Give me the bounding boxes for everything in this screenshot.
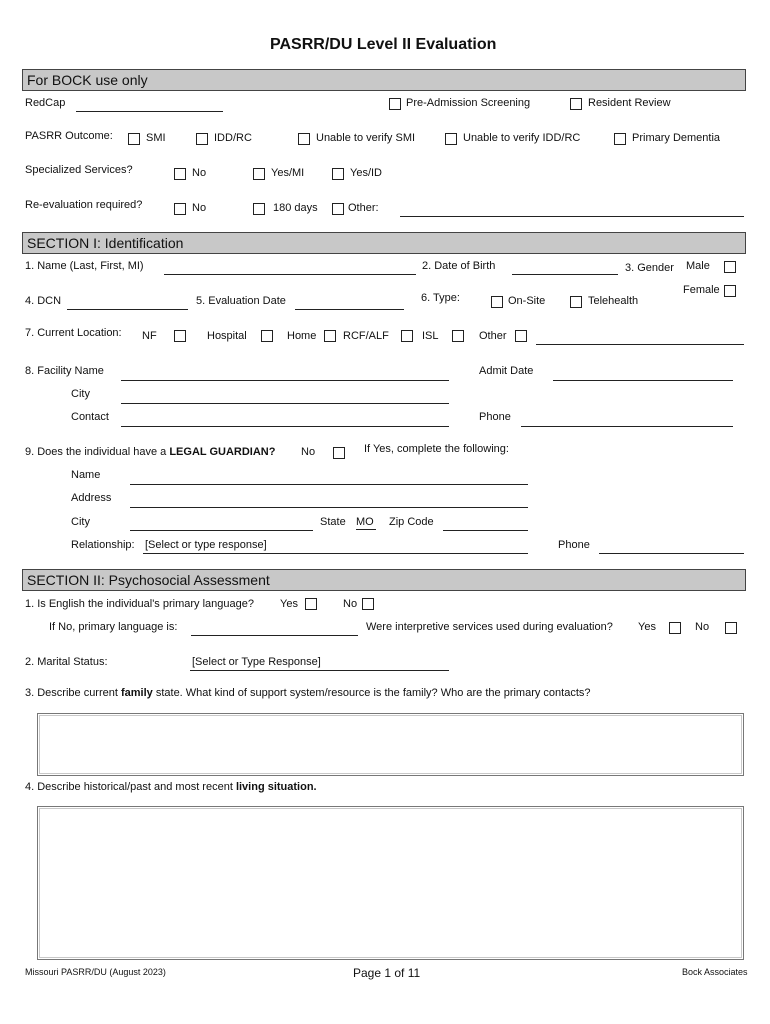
interpretive-yes-label: Yes — [638, 621, 656, 633]
facility-name-field[interactable] — [121, 380, 449, 381]
current-location-label: 7. Current Location: — [25, 327, 122, 339]
family-question: 3. Describe current family state. What kind of support system/resource is the family? Who are the primary contacts? — [25, 687, 591, 699]
marital-status-label: 2. Marital Status: — [25, 656, 108, 668]
guardian-address-field[interactable] — [130, 507, 528, 508]
hospital-checkbox[interactable] — [261, 330, 273, 342]
guardian-address-label: Address — [71, 492, 112, 504]
outcome-dementia-label: Primary Dementia — [632, 132, 721, 144]
pre-admission-checkbox[interactable] — [389, 98, 401, 110]
living-situation-response-box[interactable] — [37, 806, 744, 960]
nf-checkbox[interactable] — [174, 330, 186, 342]
guardian-relationship-label: Relationship: — [71, 539, 135, 551]
outcome-dementia-checkbox[interactable] — [614, 133, 626, 145]
guardian-relationship-select[interactable]: [Select or type response] — [145, 539, 267, 551]
living-situation-question: 4. Describe historical/past and most recent living situation. — [25, 781, 317, 793]
facility-phone-field[interactable] — [521, 426, 733, 427]
primary-language-label: If No, primary language is: — [49, 621, 178, 633]
male-label: Male — [686, 260, 710, 272]
family-response-box[interactable] — [37, 713, 744, 776]
english-no-label: No — [343, 598, 358, 610]
reeval-180-checkbox[interactable] — [253, 203, 265, 215]
reeval-other-label: Other: — [348, 202, 379, 214]
section1-header: SECTION I: Identification — [22, 232, 746, 254]
reeval-180-label: 180 days — [273, 202, 318, 214]
outcome-unable-idd-checkbox[interactable] — [445, 133, 457, 145]
facility-contact-field[interactable] — [121, 426, 449, 427]
guardian-zip-label: Zip Code — [389, 516, 434, 528]
marital-status-underline — [190, 670, 449, 671]
pasrr-outcome-label: PASRR Outcome: — [25, 130, 113, 142]
facility-phone-label: Phone — [479, 411, 511, 423]
gender-label: 3. Gender — [625, 262, 674, 274]
specialized-yes-id-label: Yes/ID — [350, 167, 383, 179]
rcf-alf-checkbox[interactable] — [401, 330, 413, 342]
admit-date-field[interactable] — [553, 380, 733, 381]
outcome-smi-checkbox[interactable] — [128, 133, 140, 145]
english-yes-label: Yes — [280, 598, 298, 610]
bock-section-header: For BOCK use only — [22, 69, 746, 91]
location-other-field[interactable] — [536, 344, 744, 345]
guardian-zip-field[interactable] — [443, 530, 528, 531]
hospital-label: Hospital — [207, 330, 247, 342]
specialized-yes-mi-label: Yes/MI — [271, 167, 305, 179]
facility-city-label: City — [71, 388, 90, 400]
telehealth-checkbox[interactable] — [570, 296, 582, 308]
guardian-no-label: No — [301, 446, 316, 458]
name-label: 1. Name (Last, First, MI) — [25, 260, 144, 272]
specialized-yes-mi-checkbox[interactable] — [253, 168, 265, 180]
specialized-services-label: Specialized Services? — [25, 164, 133, 176]
interpretive-question: Were interpretive services used during evaluation? — [366, 621, 613, 633]
eval-date-label: 5. Evaluation Date — [196, 295, 286, 307]
facility-contact-label: Contact — [71, 411, 109, 423]
section2-header: SECTION II: Psychosocial Assessment — [22, 569, 746, 591]
guardian-if-yes-label: If Yes, complete the following: — [364, 443, 509, 455]
isl-label: ISL — [422, 330, 439, 342]
pre-admission-label: Pre-Admission Screening — [406, 97, 531, 109]
guardian-phone-field[interactable] — [599, 553, 744, 554]
outcome-smi-label: SMI — [146, 132, 166, 144]
dcn-label: 4. DCN — [25, 295, 62, 307]
guardian-question: 9. Does the individual have a LEGAL GUARDIAN? — [25, 446, 276, 458]
guardian-relationship-underline — [143, 553, 528, 554]
outcome-unable-idd-label: Unable to verify IDD/RC — [463, 132, 581, 144]
specialized-no-label: No — [192, 167, 207, 179]
guardian-city-field[interactable] — [130, 530, 313, 531]
footer-page-number: Page 1 of 11 — [353, 966, 421, 980]
home-label: Home — [287, 330, 317, 342]
admit-date-label: Admit Date — [479, 365, 534, 377]
guardian-no-checkbox[interactable] — [333, 447, 345, 459]
dob-field[interactable] — [512, 274, 618, 275]
outcome-unable-smi-checkbox[interactable] — [298, 133, 310, 145]
reeval-no-checkbox[interactable] — [174, 203, 186, 215]
specialized-yes-id-checkbox[interactable] — [332, 168, 344, 180]
isl-checkbox[interactable] — [452, 330, 464, 342]
reeval-other-checkbox[interactable] — [332, 203, 344, 215]
nf-label: NF — [142, 330, 157, 342]
english-question: 1. Is English the individual's primary language? — [25, 598, 254, 610]
interpretive-yes-checkbox[interactable] — [669, 622, 681, 634]
redcap-field[interactable] — [76, 111, 223, 112]
marital-status-select[interactable]: [Select or Type Response] — [192, 656, 321, 668]
guardian-name-field[interactable] — [130, 484, 528, 485]
reeval-other-field[interactable] — [400, 216, 744, 217]
male-checkbox[interactable] — [724, 261, 736, 273]
home-checkbox[interactable] — [324, 330, 336, 342]
female-label: Female — [683, 284, 720, 296]
type-label: 6. Type: — [421, 292, 460, 304]
dcn-field[interactable] — [67, 309, 188, 310]
guardian-name-label: Name — [71, 469, 101, 481]
reeval-no-label: No — [192, 202, 207, 214]
interpretive-no-checkbox[interactable] — [725, 622, 737, 634]
outcome-idd-checkbox[interactable] — [196, 133, 208, 145]
resident-review-label: Resident Review — [588, 97, 671, 109]
guardian-city-label: City — [71, 516, 90, 528]
location-other-label: Other — [479, 330, 507, 342]
footer-form-id: Missouri PASRR/DU (August 2023) — [25, 967, 166, 977]
female-checkbox[interactable] — [724, 285, 736, 297]
english-no-checkbox[interactable] — [362, 598, 374, 610]
onsite-checkbox[interactable] — [491, 296, 503, 308]
guardian-state-field[interactable]: MO — [356, 516, 374, 528]
location-other-checkbox[interactable] — [515, 330, 527, 342]
rcf-alf-label: RCF/ALF — [343, 330, 389, 342]
guardian-state-label: State — [320, 516, 346, 528]
telehealth-label: Telehealth — [588, 295, 639, 307]
interpretive-no-label: No — [695, 621, 710, 633]
redcap-label: RedCap — [25, 97, 66, 109]
footer-company: Bock Associates — [682, 967, 748, 977]
onsite-label: On-Site — [508, 295, 546, 307]
specialized-no-checkbox[interactable] — [174, 168, 186, 180]
primary-language-field[interactable] — [191, 635, 358, 636]
dob-label: 2. Date of Birth — [422, 260, 496, 272]
page-title: PASRR/DU Level II Evaluation — [270, 36, 497, 53]
facility-name-label: 8. Facility Name — [25, 365, 104, 377]
guardian-phone-label: Phone — [558, 539, 590, 551]
outcome-idd-label: IDD/RC — [214, 132, 252, 144]
name-field[interactable] — [164, 274, 416, 275]
reevaluation-label: Re-evaluation required? — [25, 199, 143, 211]
english-yes-checkbox[interactable] — [305, 598, 317, 610]
eval-date-field[interactable] — [295, 309, 404, 310]
outcome-unable-smi-label: Unable to verify SMI — [316, 132, 416, 144]
resident-review-checkbox[interactable] — [570, 98, 582, 110]
facility-city-field[interactable] — [121, 403, 449, 404]
